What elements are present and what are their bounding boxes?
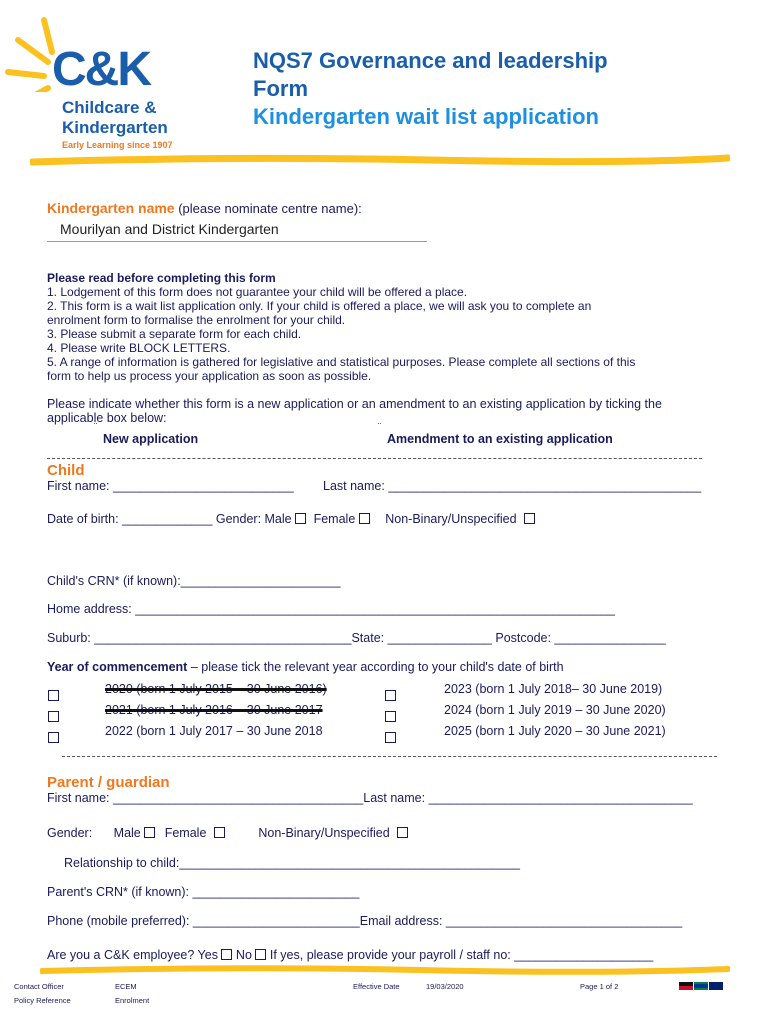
torres-strait-flag-icon [694,982,708,990]
form-title-line1: NQS7 Governance and leadership [253,48,608,73]
year-2022-checkbox[interactable] [48,732,59,743]
instruction-item: enrolment form to formalise the enrolment for your child. [47,313,346,327]
parent-female-checkbox[interactable] [214,827,225,838]
year-2020-checkbox[interactable] [48,690,59,701]
footer-effective-label: Effective Date [353,982,400,991]
year-commencement-row [47,660,564,674]
logo-brand: C&K [52,43,150,96]
logo-line2: Kindergarten [62,118,168,137]
footer-contact-value: ECEM [115,982,137,991]
parent-gender-row [47,826,408,840]
indicate-text-line2: applicable box below: [47,411,167,425]
year-2020-label: 2020 (born 1 July 2015 – 30 June 2016) [105,682,327,696]
employee-no-label: No [235,948,252,962]
section-divider [47,458,702,459]
child-nonbinary-label: Non-Binary/Unspecified [385,512,517,526]
kindy-name-field[interactable]: Mourilyan and District Kindergarten [60,221,279,237]
child-nonbinary-checkbox[interactable] [524,513,535,524]
home-address-field[interactable]: Home address: _____________________________________________________________________ [47,602,615,616]
year-2021-checkbox[interactable] [48,711,59,722]
header-divider [30,150,730,170]
kindy-name-row [47,200,362,216]
parent-gender-label: Gender: [47,826,93,840]
payroll-field[interactable]: If yes, please provide your payroll / staff no: ____________________ [269,948,654,962]
suburb-state-postcode-field[interactable]: Suburb: _____________________________________State: _______________ Postcode: ________________ [47,631,666,645]
footer-policy-value: Enrolment [115,996,150,1005]
new-application-checkbox[interactable]: ¨ [94,422,98,433]
child-crn-field[interactable]: Child's CRN* (if known):_______________________ [47,574,341,588]
child-female-checkbox[interactable] [359,513,370,524]
amendment-label: Amendment to an existing application [387,432,613,446]
parent-female-label: Female [164,826,207,840]
year-2025-label: 2025 (born 1 July 2020 – 30 June 2021) [444,724,666,738]
year-2024-label: 2024 (born 1 July 2019 – 30 June 2020) [444,703,666,717]
instructions-heading: Please read before completing this form [47,271,276,285]
section-divider [62,756,717,757]
instruction-item: form to help us process your application as soon as possible. [47,369,372,383]
indicate-text-line1: Please indicate whether this form is a new application or an amendment to an existing application by ticking the [47,397,662,411]
instruction-item: 2. This form is a wait list application only. If your child is offered a place, we will ask you to complete an [47,299,592,313]
year-2022-label: 2022 (born 1 July 2017 – 30 June 2018 [105,724,323,738]
child-dob-field[interactable]: Date of birth: _____________ Gender: Male [47,512,292,526]
year-2024-checkbox[interactable] [385,711,396,722]
year-commencement-label: Year of commencement [47,660,188,674]
parent-crn-field[interactable]: Parent's CRN* (if known): ________________________ [47,885,360,899]
form-title-line2: Form [253,76,308,101]
year-2025-checkbox[interactable] [385,732,396,743]
employee-yes-checkbox[interactable] [221,949,232,960]
footer-contact-label: Contact Officer [14,982,64,991]
parent-nonbinary-label: Non-Binary/Unspecified [258,826,390,840]
employee-question: Are you a C&K employee? Yes [47,948,218,962]
year-2023-label: 2023 (born 1 July 2018– 30 June 2019) [444,682,663,696]
instruction-item: 5. A range of information is gathered for legislative and statistical purposes. Please complete all sections of this [47,355,636,369]
footer-policy-label: Policy Reference [14,996,71,1005]
new-application-label: New application [103,432,199,446]
australian-flag-icon [709,982,723,990]
footer-divider [40,962,730,978]
parent-name-fields[interactable]: First name: ____________________________________Last name: ______________________________________ [47,791,693,805]
logo-line1: Childcare & [62,98,157,117]
year-commencement-hint: – please tick the relevant year according to your child's date of birth [187,660,564,674]
employee-no-checkbox[interactable] [255,949,266,960]
form-subtitle: Kindergarten wait list application [253,104,599,129]
footer-effective-value: 19/03/2020 [426,982,464,991]
kindy-name-hint: (please nominate centre name): [178,201,362,216]
relationship-field[interactable]: Relationship to child:_________________________________________________ [64,856,520,870]
flag-icons [679,982,723,990]
instruction-item: 1. Lodgement of this form does not guarantee your child will be offered a place. [47,285,468,299]
parent-nonbinary-checkbox[interactable] [397,827,408,838]
kindy-name-underline [47,241,427,242]
child-first-name-field[interactable]: First name: __________________________ [47,479,294,493]
child-male-checkbox[interactable] [295,513,306,524]
parent-heading: Parent / guardian [47,774,170,791]
kindy-name-label: Kindergarten name [47,200,175,216]
child-heading: Child [47,462,85,479]
footer-page-number: Page 1 of 2 [580,982,619,991]
aboriginal-flag-icon [679,982,693,990]
parent-male-label: Male [113,826,141,840]
logo-tagline: Early Learning since 1907 [62,140,173,150]
child-last-name-field[interactable]: Last name: _____________________________________________ [323,479,702,493]
instruction-item: 4. Please write BLOCK LETTERS. [47,341,231,355]
employee-row [47,948,653,962]
amendment-checkbox[interactable]: ¨ [378,422,382,433]
phone-email-fields[interactable]: Phone (mobile preferred): ________________________Email address: __________________________________ [47,914,683,928]
child-dob-gender-row [47,512,535,526]
instruction-item: 3. Please submit a separate form for each child. [47,327,302,341]
year-2021-label: 2021 (born 1 July 2016 – 30 June 2017 [105,703,323,717]
year-2023-checkbox[interactable] [385,690,396,701]
parent-male-checkbox[interactable] [144,827,155,838]
child-female-label: Female [313,512,356,526]
logo [4,12,204,162]
